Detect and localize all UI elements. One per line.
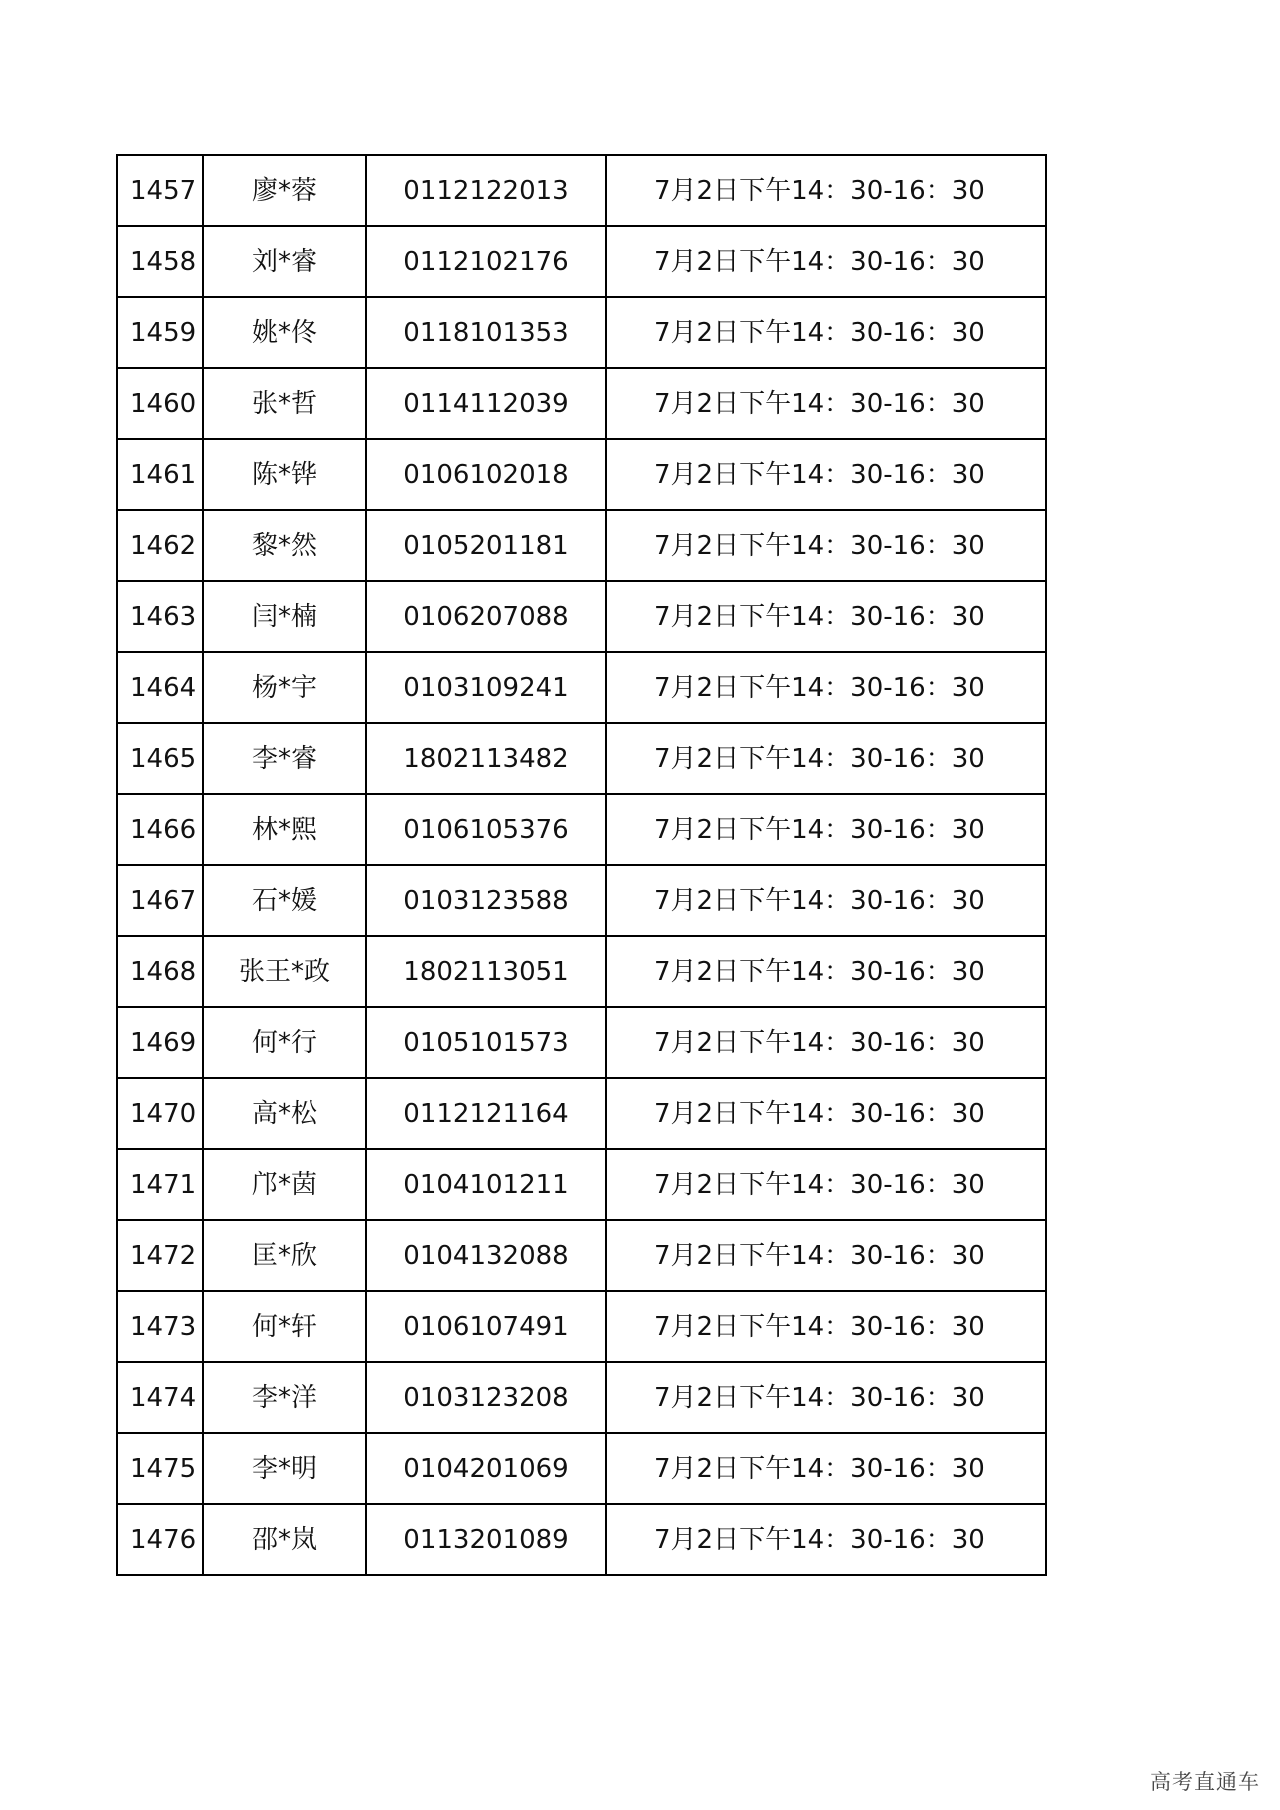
cell-name: 邵*岚	[203, 1504, 366, 1575]
cell-time: 7月2日下午14：30-16：30	[606, 1433, 1046, 1504]
cell-id: 1802113482	[366, 723, 606, 794]
table-row	[117, 723, 1046, 794]
cell-name: 邝*茵	[203, 1149, 366, 1220]
document-table-container	[116, 154, 1047, 1576]
cell-id: 0103109241	[366, 652, 606, 723]
table-row	[117, 1220, 1046, 1291]
cell-time: 7月2日下午14：30-16：30	[606, 1007, 1046, 1078]
table-row	[117, 297, 1046, 368]
cell-id: 1802113051	[366, 936, 606, 1007]
cell-name: 匡*欣	[203, 1220, 366, 1291]
table-row	[117, 1504, 1046, 1575]
table-row	[117, 368, 1046, 439]
cell-number: 1459	[117, 297, 203, 368]
cell-time: 7月2日下午14：30-16：30	[606, 936, 1046, 1007]
cell-name: 张*哲	[203, 368, 366, 439]
cell-name: 林*熙	[203, 794, 366, 865]
cell-number: 1475	[117, 1433, 203, 1504]
cell-time: 7月2日下午14：30-16：30	[606, 794, 1046, 865]
cell-number: 1476	[117, 1504, 203, 1575]
cell-id: 0103123588	[366, 865, 606, 936]
cell-name: 张王*政	[203, 936, 366, 1007]
cell-number: 1465	[117, 723, 203, 794]
cell-number: 1466	[117, 794, 203, 865]
cell-number: 1464	[117, 652, 203, 723]
table-row	[117, 936, 1046, 1007]
cell-name: 何*轩	[203, 1291, 366, 1362]
table-row	[117, 1078, 1046, 1149]
cell-number: 1474	[117, 1362, 203, 1433]
cell-id: 0104101211	[366, 1149, 606, 1220]
cell-number: 1462	[117, 510, 203, 581]
cell-name: 何*行	[203, 1007, 366, 1078]
cell-time: 7月2日下午14：30-16：30	[606, 1078, 1046, 1149]
cell-name: 李*睿	[203, 723, 366, 794]
table-row	[117, 1291, 1046, 1362]
cell-number: 1458	[117, 226, 203, 297]
table-row	[117, 226, 1046, 297]
cell-time: 7月2日下午14：30-16：30	[606, 1291, 1046, 1362]
cell-name: 高*松	[203, 1078, 366, 1149]
table-row	[117, 439, 1046, 510]
cell-number: 1473	[117, 1291, 203, 1362]
cell-time: 7月2日下午14：30-16：30	[606, 1220, 1046, 1291]
cell-time: 7月2日下午14：30-16：30	[606, 652, 1046, 723]
cell-id: 0106102018	[366, 439, 606, 510]
cell-number: 1460	[117, 368, 203, 439]
cell-time: 7月2日下午14：30-16：30	[606, 155, 1046, 226]
cell-time: 7月2日下午14：30-16：30	[606, 368, 1046, 439]
cell-number: 1471	[117, 1149, 203, 1220]
cell-time: 7月2日下午14：30-16：30	[606, 865, 1046, 936]
cell-id: 0106207088	[366, 581, 606, 652]
table-row	[117, 1007, 1046, 1078]
cell-name: 陈*铧	[203, 439, 366, 510]
cell-number: 1461	[117, 439, 203, 510]
cell-name: 姚*佟	[203, 297, 366, 368]
table-row	[117, 1433, 1046, 1504]
cell-id: 0106107491	[366, 1291, 606, 1362]
cell-name: 杨*宇	[203, 652, 366, 723]
cell-id: 0112102176	[366, 226, 606, 297]
cell-number: 1470	[117, 1078, 203, 1149]
cell-number: 1463	[117, 581, 203, 652]
table-row	[117, 1362, 1046, 1433]
cell-time: 7月2日下午14：30-16：30	[606, 1362, 1046, 1433]
table-body	[117, 155, 1046, 1575]
cell-id: 0104132088	[366, 1220, 606, 1291]
cell-id: 0114112039	[366, 368, 606, 439]
cell-id: 0113201089	[366, 1504, 606, 1575]
cell-name: 刘*睿	[203, 226, 366, 297]
cell-name: 闫*楠	[203, 581, 366, 652]
cell-number: 1468	[117, 936, 203, 1007]
cell-id: 0112121164	[366, 1078, 606, 1149]
cell-time: 7月2日下午14：30-16：30	[606, 439, 1046, 510]
cell-id: 0118101353	[366, 297, 606, 368]
cell-name: 廖*蓉	[203, 155, 366, 226]
cell-number: 1469	[117, 1007, 203, 1078]
cell-name: 李*明	[203, 1433, 366, 1504]
schedule-table	[116, 154, 1047, 1576]
cell-time: 7月2日下午14：30-16：30	[606, 1149, 1046, 1220]
cell-number: 1457	[117, 155, 203, 226]
table-row	[117, 155, 1046, 226]
cell-id: 0105101573	[366, 1007, 606, 1078]
cell-id: 0112122013	[366, 155, 606, 226]
cell-id: 0104201069	[366, 1433, 606, 1504]
cell-name: 李*洋	[203, 1362, 366, 1433]
cell-time: 7月2日下午14：30-16：30	[606, 226, 1046, 297]
cell-name: 黎*然	[203, 510, 366, 581]
cell-number: 1467	[117, 865, 203, 936]
table-row	[117, 652, 1046, 723]
table-row	[117, 510, 1046, 581]
cell-time: 7月2日下午14：30-16：30	[606, 510, 1046, 581]
watermark-text: 高考直通车	[1150, 1770, 1260, 1794]
cell-time: 7月2日下午14：30-16：30	[606, 1504, 1046, 1575]
table-row	[117, 865, 1046, 936]
cell-number: 1472	[117, 1220, 203, 1291]
cell-id: 0103123208	[366, 1362, 606, 1433]
cell-time: 7月2日下午14：30-16：30	[606, 581, 1046, 652]
table-row	[117, 794, 1046, 865]
cell-name: 石*媛	[203, 865, 366, 936]
table-row	[117, 1149, 1046, 1220]
cell-time: 7月2日下午14：30-16：30	[606, 723, 1046, 794]
cell-id: 0105201181	[366, 510, 606, 581]
table-row	[117, 581, 1046, 652]
cell-id: 0106105376	[366, 794, 606, 865]
cell-time: 7月2日下午14：30-16：30	[606, 297, 1046, 368]
